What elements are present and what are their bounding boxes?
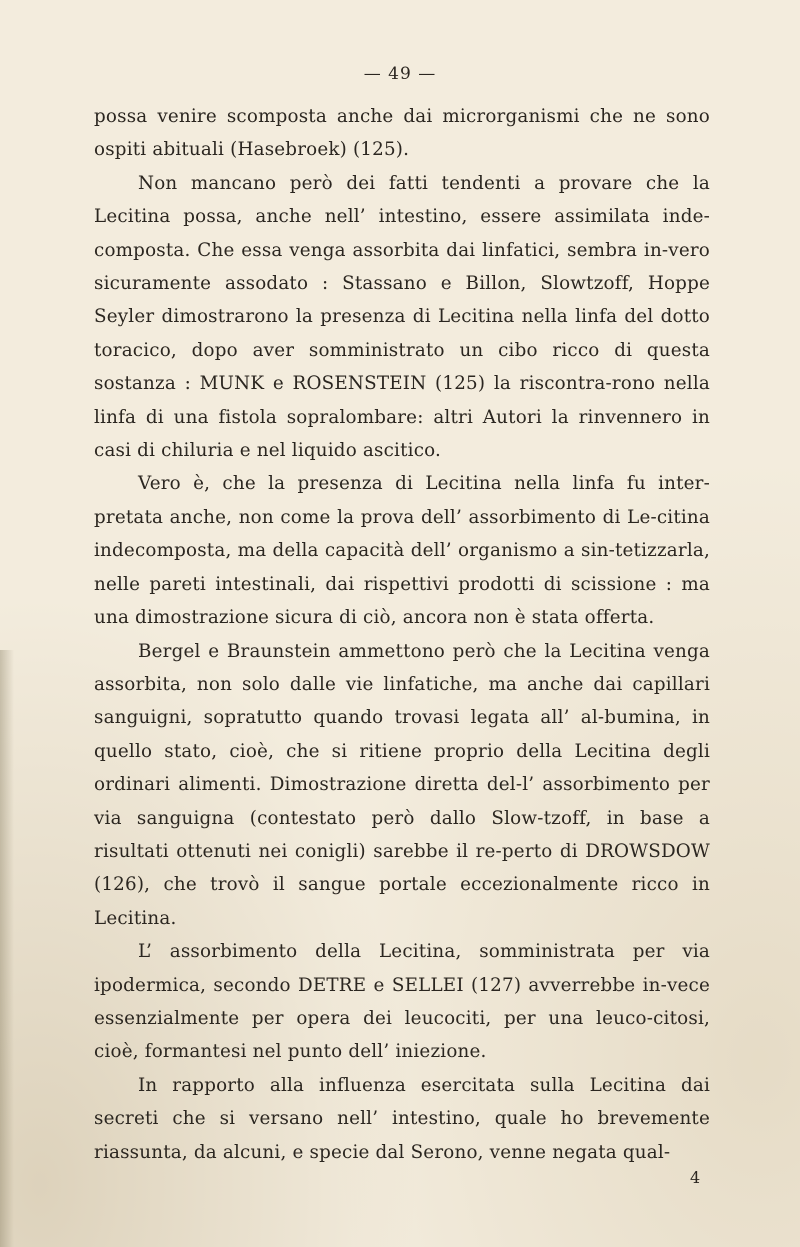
paragraph-blood-absorption: Bergel e Braunstein ammettono però che la Lecitina venga assorbita, non solo dalle vie linfatiche, ma anche dai capillari sanguigni, sopratutto quando trovasi legata all’ al-bumina, in quello stato, cioè, che si ritiene proprio della Lecitina degli ordinari alimenti. Dimostrazione diretta del-l’ assorbimento per via sanguigna (contestato però dallo Slow-tzoff, in base a risultati ottenuti nei conigli) sarebbe il re-perto di DROWSDOW (126), che trovò il sangue portale eccezionalmente ricco in Lecitina. — [94, 640, 710, 929]
signature-mark: 4 — [690, 1168, 701, 1187]
page-edge-shadow — [0, 650, 14, 1247]
body-text — [94, 100, 710, 1169]
page-number: — 49 — — [363, 64, 437, 84]
paragraph-interpretation: Vero è, che la presenza di Lecitina nella linfa fu inter-pretata anche, non come la prova dell’ assorbimento di Le-citina indecomposta, ma della capacità dell’ organismo a sin-tetizzarla, nelle pareti intestinali, dai rispettivi prodotti di scissione : ma una dimostrazione sicura di ciò, ancora non è stata offerta. — [94, 473, 710, 629]
paragraph-lymph-absorption: Non mancano però dei fatti tendenti a provare che la Lecitina possa, anche nell’ intestino, essere assimilata inde-composta. Che essa venga assorbita dai linfatici, sembra in-vero sicuramente assodato : Stassano e Billon, Slowtzoff, Hoppe Seyler dimostrarono la presenza di Lecitina nella linfa del dotto toracico, dopo aver somministrato un cibo ricco di questa sostanza : MUNK e ROSENSTEIN (125) la riscontra-rono nella linfa di una fistola sopralombare: altri Autori la rinvennero in casi di chiluria e nel liquido ascitico. — [94, 172, 710, 462]
paragraph-secretions: In rapporto alla influenza esercitata sulla Lecitina dai secreti che si versano nell’ intestino, quale ho brevemente riassunta, da alcuni, e specie dal Serono, venne negata qual- — [94, 1074, 710, 1163]
paragraph-hypodermic: L’ assorbimento della Lecitina, somministrata per via ipodermica, secondo DETRE e SELLEI (127) avverrebbe in-vece essenzialmente per opera dei leucociti, per una leuco-citosi, cioè, formantesi nel punto dell’ iniezione. — [94, 941, 710, 1063]
paragraph-continuation: possa venire scomposta anche dai microrganismi che ne sono ospiti abituali (Hasebroek) (125). — [94, 106, 710, 161]
